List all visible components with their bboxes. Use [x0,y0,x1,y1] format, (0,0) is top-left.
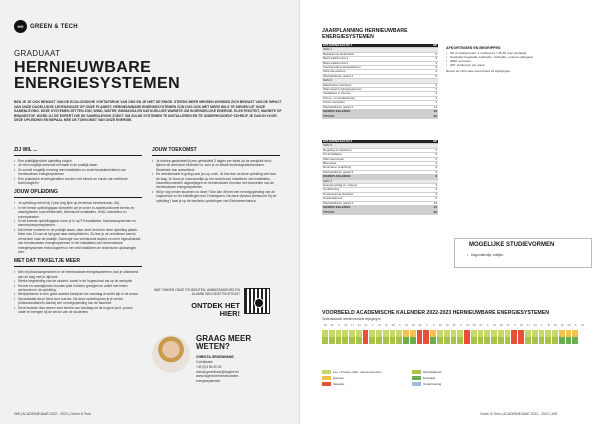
calendar-cell [369,337,376,344]
calendar-row-2 [322,337,586,344]
calendar-cell [383,337,390,344]
legend-swatch [322,376,331,380]
table-cell-label: WERKPLEKLEREN [322,175,418,179]
calendar-cell [423,330,430,337]
table-cell-value: 3 [418,101,438,105]
program-title: HERNIEUWBARE ENERGIESYSTEMEN [14,59,181,92]
table-cell-value: 3 [418,192,438,196]
legend-swatch [412,376,421,380]
contact-role: Coördinator [196,360,213,364]
calendar-week-label: 2 [426,324,428,327]
list-item: • Je veel mogelijk werkveld eenmaal in de praktijk staan [14,163,142,167]
calendar-week-label: 6 [459,324,462,327]
calendar-cell [478,337,485,344]
calendar-cell [342,337,349,344]
calendar-cell [457,330,464,337]
contact-web-1[interactable]: www.hogent.be/hernieuwbare- [196,374,240,378]
study-modes-heading: MOGELIJKE STUDIEVORMEN [469,242,555,248]
table-cell-label: Biomassa [322,162,418,166]
list-item: • Met beide vorderen in de praktijk staan, daar vindt het leren deze opleiding plaats. Meer dan 13 van de tijd gaat naar werkplekleren. Zo leer je de onmisbare kennis verwerken naar de praktijk. Sommige van vernieuwde aspect en meer ingeschakeld, van hernieuwbare energiesystemen in het installaties van hernieuwbare energiesystemen technologieën in het veld installeren en technische oplossingen zien. [14,228,142,254]
calendar-cell [410,337,417,344]
calendar-cell [349,337,356,344]
calendar-week-label: 31 [364,324,368,327]
calendar-cell [518,337,525,344]
table-cell-value: 4 [418,70,438,74]
calendar-cell [390,337,397,344]
ambassador-text: WAT VINDEN ONZE STUDENTEN, AMBASSADEURS EN ALUMNI VAN DEZE RICHTING? [153,288,240,297]
table-cell-label: Regeling en besturen [322,148,418,152]
table-cell-value: 6 [418,197,438,201]
legend-swatch [412,370,421,374]
table-cell-label: Professionele identiteit [322,192,418,196]
calendar-grid [322,330,586,344]
table-cell-value: 6 [418,74,438,78]
calendar-cell [505,337,512,344]
table-cell-label: Basiskennis elektriciteit [322,52,418,56]
calendar-cell [437,337,444,344]
section-heading-jouw-opleiding: JOUW OPLEIDING [14,189,58,196]
calendar-subtitle: Onderstaande weekinventaris wijzigingen [322,317,381,321]
calendar-cell [539,337,546,344]
abbreviations-heading: AFKORTINGEN EN BEGRIPPEN [446,46,501,50]
list-item: • In het eerste opleidingsjaar dompelen we je onder in zaamfunctionele kennis en vaardigheden rond elektriciteit, elektrische installaties, HVAC-toestellen en zonnepanelen. [14,206,142,219]
calendar-cell [329,330,336,337]
legend-label: Vakantie [333,382,345,386]
table-cell-value: 3 [418,61,438,65]
calendar-cell [505,330,512,337]
calendar-cell [491,330,498,337]
calendar-cell [356,337,363,344]
calendar-cell [457,337,464,344]
logo-mark: HG [14,20,27,33]
calendar-cell [410,330,417,337]
table-cell-label: SEM 1 [322,48,418,52]
calendar-week-label: 28 [391,324,395,327]
qr-code-icon[interactable] [244,288,270,314]
calendar-week-label: 24 [357,324,361,327]
logo-text: GREEN & TECH [30,23,78,30]
table-cell-label: Graduaatproef [322,197,418,201]
list-item: • Kennis en vaardigheden worden juist in kleine groepjes en actief met leden verbonden in de opleiding [14,284,142,293]
table-cell-value: 12 [418,105,438,109]
calendar-week-header [322,324,586,329]
table-cell-label: Warmtepompen [322,157,418,161]
page-footer-right: Green & Tech | ACADEMIEJAAR 2022 - 2023 | 269 [480,412,558,416]
calendar-cell [437,330,444,337]
table-cell-value: 3 [418,83,438,87]
calendar-cell [518,330,525,337]
calendar-cell [451,330,458,337]
calendar-cell [417,337,424,344]
calendar-cell [484,337,491,344]
calendar-cell [342,330,349,337]
calendar-cell [396,337,403,344]
legend-swatch [412,382,421,386]
calendar-week-label: 23 [445,324,449,327]
calendar-week-label: 14 [378,324,381,327]
calendar-cell [417,330,424,337]
legend-item [412,382,441,386]
calendar-cell [464,330,471,337]
section-heading-ben-jij: ZIJ WIL ... [14,147,38,153]
calendar-week-label: 30 [452,324,456,327]
table-cell-label: Warmteverzorgingssystemen [322,88,418,92]
calendar-week-label: 6 [487,324,489,327]
avatar [152,335,190,373]
calendar-cell [498,330,505,337]
table-cell-value: 3 [418,184,438,188]
legend-swatch [322,382,331,386]
calendar-week-label: 15 [553,324,557,327]
calendar-cell [376,330,383,337]
table-cell-value: 9 [418,170,438,174]
calendar-cell [363,337,370,344]
calendar-cell [369,330,376,337]
table-cell-label: Installaties in theorie [322,92,418,96]
table-cell-label: HVAC-toestellen [322,101,418,105]
list-jouw-toekomst [152,159,280,203]
table-cell-label: TOTAAL [322,210,418,214]
table-cell-label: Voorbereiding werkplekleren [322,66,418,70]
calendar-cell [329,337,336,344]
calendar-cell [356,330,363,337]
table-cell-label: Werkplekleren graad 4 [322,201,418,205]
table-cell-value: 9 [418,175,438,179]
table-cell-label: OPLEIDINGSJAAR 1 [322,44,418,48]
calendar-cell [572,337,579,344]
table-cell-value: 6 [418,52,438,56]
calendar-cell [545,330,552,337]
calendar-cell [403,337,410,344]
table-cell-value: 3 [418,57,438,61]
table-cell-label: Certificering [322,188,418,192]
table-title: JAARPLANNING HERNIEUWBARE ENERGIESYSTEMEN [322,28,408,40]
calendar-cell [376,337,383,344]
calendar-cell [383,330,390,337]
section-heading-jouw-toekomst: JOUW TOEKOMST [152,147,197,153]
list-item: • Sterke begeleiding van de student: zowel in de hogeschool als op de werkplek [14,279,142,283]
calendar-cell [511,337,518,344]
calendar-week-label: 26 [330,324,334,327]
table-cell-value: 6 [418,157,438,161]
list-item: • Specialisatie als je kiest voor succes. Na deze opleiding kan je je verder professionaliseren dankzij een vervolgopleiding van de bachelor [14,297,142,306]
table-cell-label: SEM 3 [322,144,418,148]
calendar-week-label: 12 [581,324,584,327]
table-cell-value: 3 [418,88,438,92]
degree-label: GRADUAAT [14,49,61,58]
calendar-week-label: 19 [411,324,415,327]
calendar-row-1 [322,330,586,337]
page-footer-left: 268 | ACADEMIEJAAR 2022 - 2023 | Green & Tech [14,412,92,416]
calendar-cell [349,330,356,337]
list-item: • Zo zoveel mogelijk ervaring met installaties en onderhoudstechnieken van hernieuwbare energiesystemen [14,168,142,177]
calendar-week-label: 3 [338,324,340,327]
list-item: • Deze lectoren dan nemen mee kennis van vandaag tot de hogere punt, proces onder te brengen bij de sector van de studenten. [14,306,142,315]
calendar-cell [403,330,410,337]
table-cell-value: 4 [418,92,438,96]
calendar-week-label: 24 [533,324,537,327]
calendar-cell [336,330,343,337]
calendar-week-label: 13 [466,324,469,327]
calendar-week-label: 26 [418,324,422,327]
table-cell-value: 6 [418,66,438,70]
calendar-week-label: 5 [574,324,577,327]
study-table-year-2 [322,140,438,215]
section-heading-tikkeltje-meer: MET DAT TIKKELTJE MEER [14,258,80,265]
table-row [322,210,438,214]
column-middle [152,147,280,207]
legend-label: Evaluatie [423,376,436,380]
table-cell-value: SP [418,44,438,48]
calendar-week-label: 29 [567,324,571,327]
calendar-week-label: 3 [514,324,516,327]
legend-item [322,370,382,374]
calendar-cell [559,330,566,337]
calendar-cell [336,337,343,344]
calendar-week-label: 21 [384,324,388,327]
table-cell-label: WERKPLEKLEREN [322,206,418,210]
calendar-cell [322,337,329,344]
calendar-cell [444,330,451,337]
calendar-week-label: 13 [493,324,496,327]
calendar-week-label: 12 [405,324,409,327]
abbreviations-footnote: Neveh de informatie sta behoud tot wijzigingen [446,69,511,73]
list-item: • Een praktijkgerichte opleiding volgen [14,159,142,163]
calendar-cell [525,337,532,344]
calendar-cell [322,330,329,337]
list-item: • Studietijd: begeleide zelfstudie, zelfstudie, examen afleggen) [446,55,586,59]
table-cell-value: 18 [418,110,438,114]
legend-label: Werkplekleren [423,370,443,374]
calendar-cell [478,330,485,337]
calendar-title: VOORBEELD ACADEMISCHE KALENDER 2022-2023 HERNIEUWBARE ENERGIESYSTEMEN [322,310,549,316]
calendar-week-label: 7 [372,324,374,327]
calendar-week-label: 20 [472,324,476,327]
calendar-week-label: 16 [438,324,442,327]
table-cell-label: Duurzame verlichting [322,166,418,170]
legend-label: Les + Project- labo- oefenmomenten [333,370,382,374]
calendar-week-label: 10 [344,324,348,327]
table-cell-label: Basis elektronica 2 [322,61,418,65]
legend-swatch [322,370,331,374]
table-cell-label: Zonne- en windtechniek [322,96,418,100]
calendar-week-label: 9 [432,324,435,327]
list-item: • Een praktische ervaringsvakker worden met kennis en kunde van werkbare technologieën [14,177,142,186]
list-item: • Je opleiding neemt bij 2 jaar (erg fijne op technisch kennisniveau, 5A) [14,201,142,205]
calendar-cell [390,330,397,337]
list-item: • SP of studiepunten: 1 studiepunt = 25-30 uren studietijd [446,51,586,55]
list-item: • Je beroep garandeert jij een gemiddeld 3 dagen per week op de werkplek door; tijdens de werkvloer bevinden in, kom je zo ideale funderingsbeurtenissen. Studenten kun aanvullend. [152,159,280,172]
calendar-cell [525,330,532,337]
legend-label: Examen [333,376,345,380]
calendar-week-label: 17 [351,324,354,327]
list-item: • WP: studieuren per week [446,63,586,67]
calendar-week-label: 5 [399,324,401,327]
calendar-week-label: 10 [520,324,524,327]
table-cell-label: Basis elektronica 1 [322,57,418,61]
calendar-cell [579,337,586,344]
calendar-cell [532,337,539,344]
calendar-cell [464,337,471,344]
table-cell-value: 24 [418,206,438,210]
table-cell-label: SEM 2 [322,79,418,83]
table-cell-value: 6 [418,153,438,157]
calendar-week-label: 20 [499,324,503,327]
list-jouw-opleiding [14,201,142,254]
list-item: • In het tweede opleidingsjaar zoom je in op PV-installaties, biomassasystemen en warmtepompensystemen. [14,219,142,228]
calendar-cell [511,330,518,337]
table-cell-value: 3 [418,166,438,170]
calendar-cell [572,330,579,337]
list-ben-jij [14,159,142,185]
calendar-cell [444,337,451,344]
calendar-cell [491,337,498,344]
contact-phone[interactable]: +32 (0)3 56 40 00 [196,365,222,369]
table-cell-label: Werkplekleren graad 1 [322,74,418,78]
list-item: • SEM: semester [446,59,586,63]
calendar-cell [471,337,478,344]
calendar-cell [430,330,437,337]
calendar-cell [451,337,458,344]
calendar-cell [559,337,566,344]
list-item: • De arbeidsmarkt is gretig naar jou op zoek. Je kan dan na deze opleiding veel aan de slag. Je focus je voornamelijk op het onderhoud, installeren van installaties, inzamelmomenten uitgewijzigen en hernieuwbare bronnen het doorzetten van de hernieuwbare energiesystemen. [152,172,280,190]
study-table-year-1 [322,44,438,119]
study-mode-item: • Dagonderwijs, voltijds [471,253,503,257]
calendar-cell [430,337,437,344]
calendar-cell [484,330,491,337]
table-row [322,114,438,118]
calendar-cell [566,330,573,337]
legend-item [322,382,344,386]
table-cell-value: 60 [418,210,438,214]
contact-heading: GRAAG MEER WETEN? [196,334,252,351]
school-logo [14,20,78,33]
contact-web-2[interactable]: energiesystemen [196,378,221,383]
table-cell-label: Elektrische machines [322,83,418,87]
calendar-week-label: 27 [506,324,510,327]
table-cell-label: SEM 4 [322,179,418,183]
column-left [14,147,142,318]
table-cell-label: Werkplekleren graad 3 [322,170,418,174]
table-cell-label: OPLEIDINGSJAAR 2 [322,140,418,144]
legend-label: Onderbreking [423,382,442,386]
table-cell-label: PV-installaties [322,153,418,157]
table-cell-label: WERKPLEKLEREN [322,110,418,114]
table-cell-value: SP [418,140,438,144]
list-item: • Wil je nog verder studeren na deze? Dan kan dit met een vervolgopleiding van de hogeschool en de instellingen met 2 basisjaren. Na deze diploma (trefwoord 'bij de opleiding') haal je op de bachelor-opleidingen van Elektromechanica. [152,190,280,203]
calendar-cell [552,337,559,344]
calendar-cell [545,337,552,344]
list-tikkeltje-meer [14,270,142,314]
calendar-cell [498,337,505,344]
ambassador-cta[interactable]: ONTDEK HET HIER! [191,301,240,318]
calendar-week-label: 22 [323,324,327,327]
table-cell-label: Werkplekleren graad 2 [322,105,418,109]
calendar-cell [471,330,478,337]
calendar-week-label: 27 [479,324,483,327]
calendar-cell [363,330,370,337]
table-cell-value: 3 [418,148,438,152]
abbreviations-block [446,46,586,73]
table-cell-value: 4 [418,96,438,100]
calendar-cell [532,330,539,337]
calendar-week-label: 8 [547,324,550,327]
contact-name: CHRISTA GROENHANS [196,355,234,359]
legend-item [412,370,442,374]
table-cell-label: Schema-ontwerp [322,70,418,74]
list-item: • Werkplekleren in een goed aanbod bedrijven die vandaag al actief zijn in de sector [14,292,142,296]
table-cell-value: 60 [418,114,438,118]
calendar-cell [579,330,586,337]
study-modes-box [454,238,592,268]
calendar-cell [396,330,403,337]
list-item: • Met vrij discussiegerichten in de hernieuwbare energiesystemen, kan je uitstekend aan de slag met je diploma [14,270,142,279]
table-cell-label: Energieopslag en -beheer [322,184,418,188]
calendar-cell [566,337,573,344]
contact-email[interactable]: christa.groenhans@hogent.be [196,369,239,374]
legend-item [322,376,344,380]
calendar-week-label: 17 [526,324,530,327]
table-cell-value: 3 [418,188,438,192]
calendar-cell [539,330,546,337]
legend-item [412,376,435,380]
table-cell-value: 3 [418,162,438,166]
calendar-cell [423,337,430,344]
table-cell-value: 15 [418,201,438,205]
calendar-week-label: 1 [541,324,543,327]
calendar-cell [552,330,559,337]
calendar-week-label: 22 [560,324,564,327]
table-cell-label: TOTAAL [322,114,418,118]
intro-text: BEN JE JE OOK BEWUST VAN DE ECOLOGISCHE VOETAFDRUK VAN ONS EN JE NIET DE ENIGE. STEEDS MEER MENSEN WORDEN ZICH BEWUST VAN DE IMPACT VAN ONZE DAGELIJKSE LEVENSWIJZE OP ONZE PLANEET. HERNIEUWBARE ENERGIESYSTEMEN ZIJN DUS OOK MET MEER WILS TE DIENEN UIT ONZE SAMENLEVING. DEZE SYSTEMEN ZETTEN ZON, WIND, WATER, BIOMASSA EN NATUURLIJKE WARMTE OM IN MENSELIJKE ENERGIE. ELEKTRICITEIT, WARMTE OF BRANDSTOF. WORD JIJ DE EXPERT DIE DE SAMENLEVING ZOEKT OM ZULKE SYSTEMEN TE INSTALLEREN EN TE ONDERHOUDEN? SCHRIJF JE DAN IN VOOR DEZE OPLEIDING EN BEPAAL MEE DE TOEKOMST VAN ONZE ENERGIE. [14,100,282,123]
